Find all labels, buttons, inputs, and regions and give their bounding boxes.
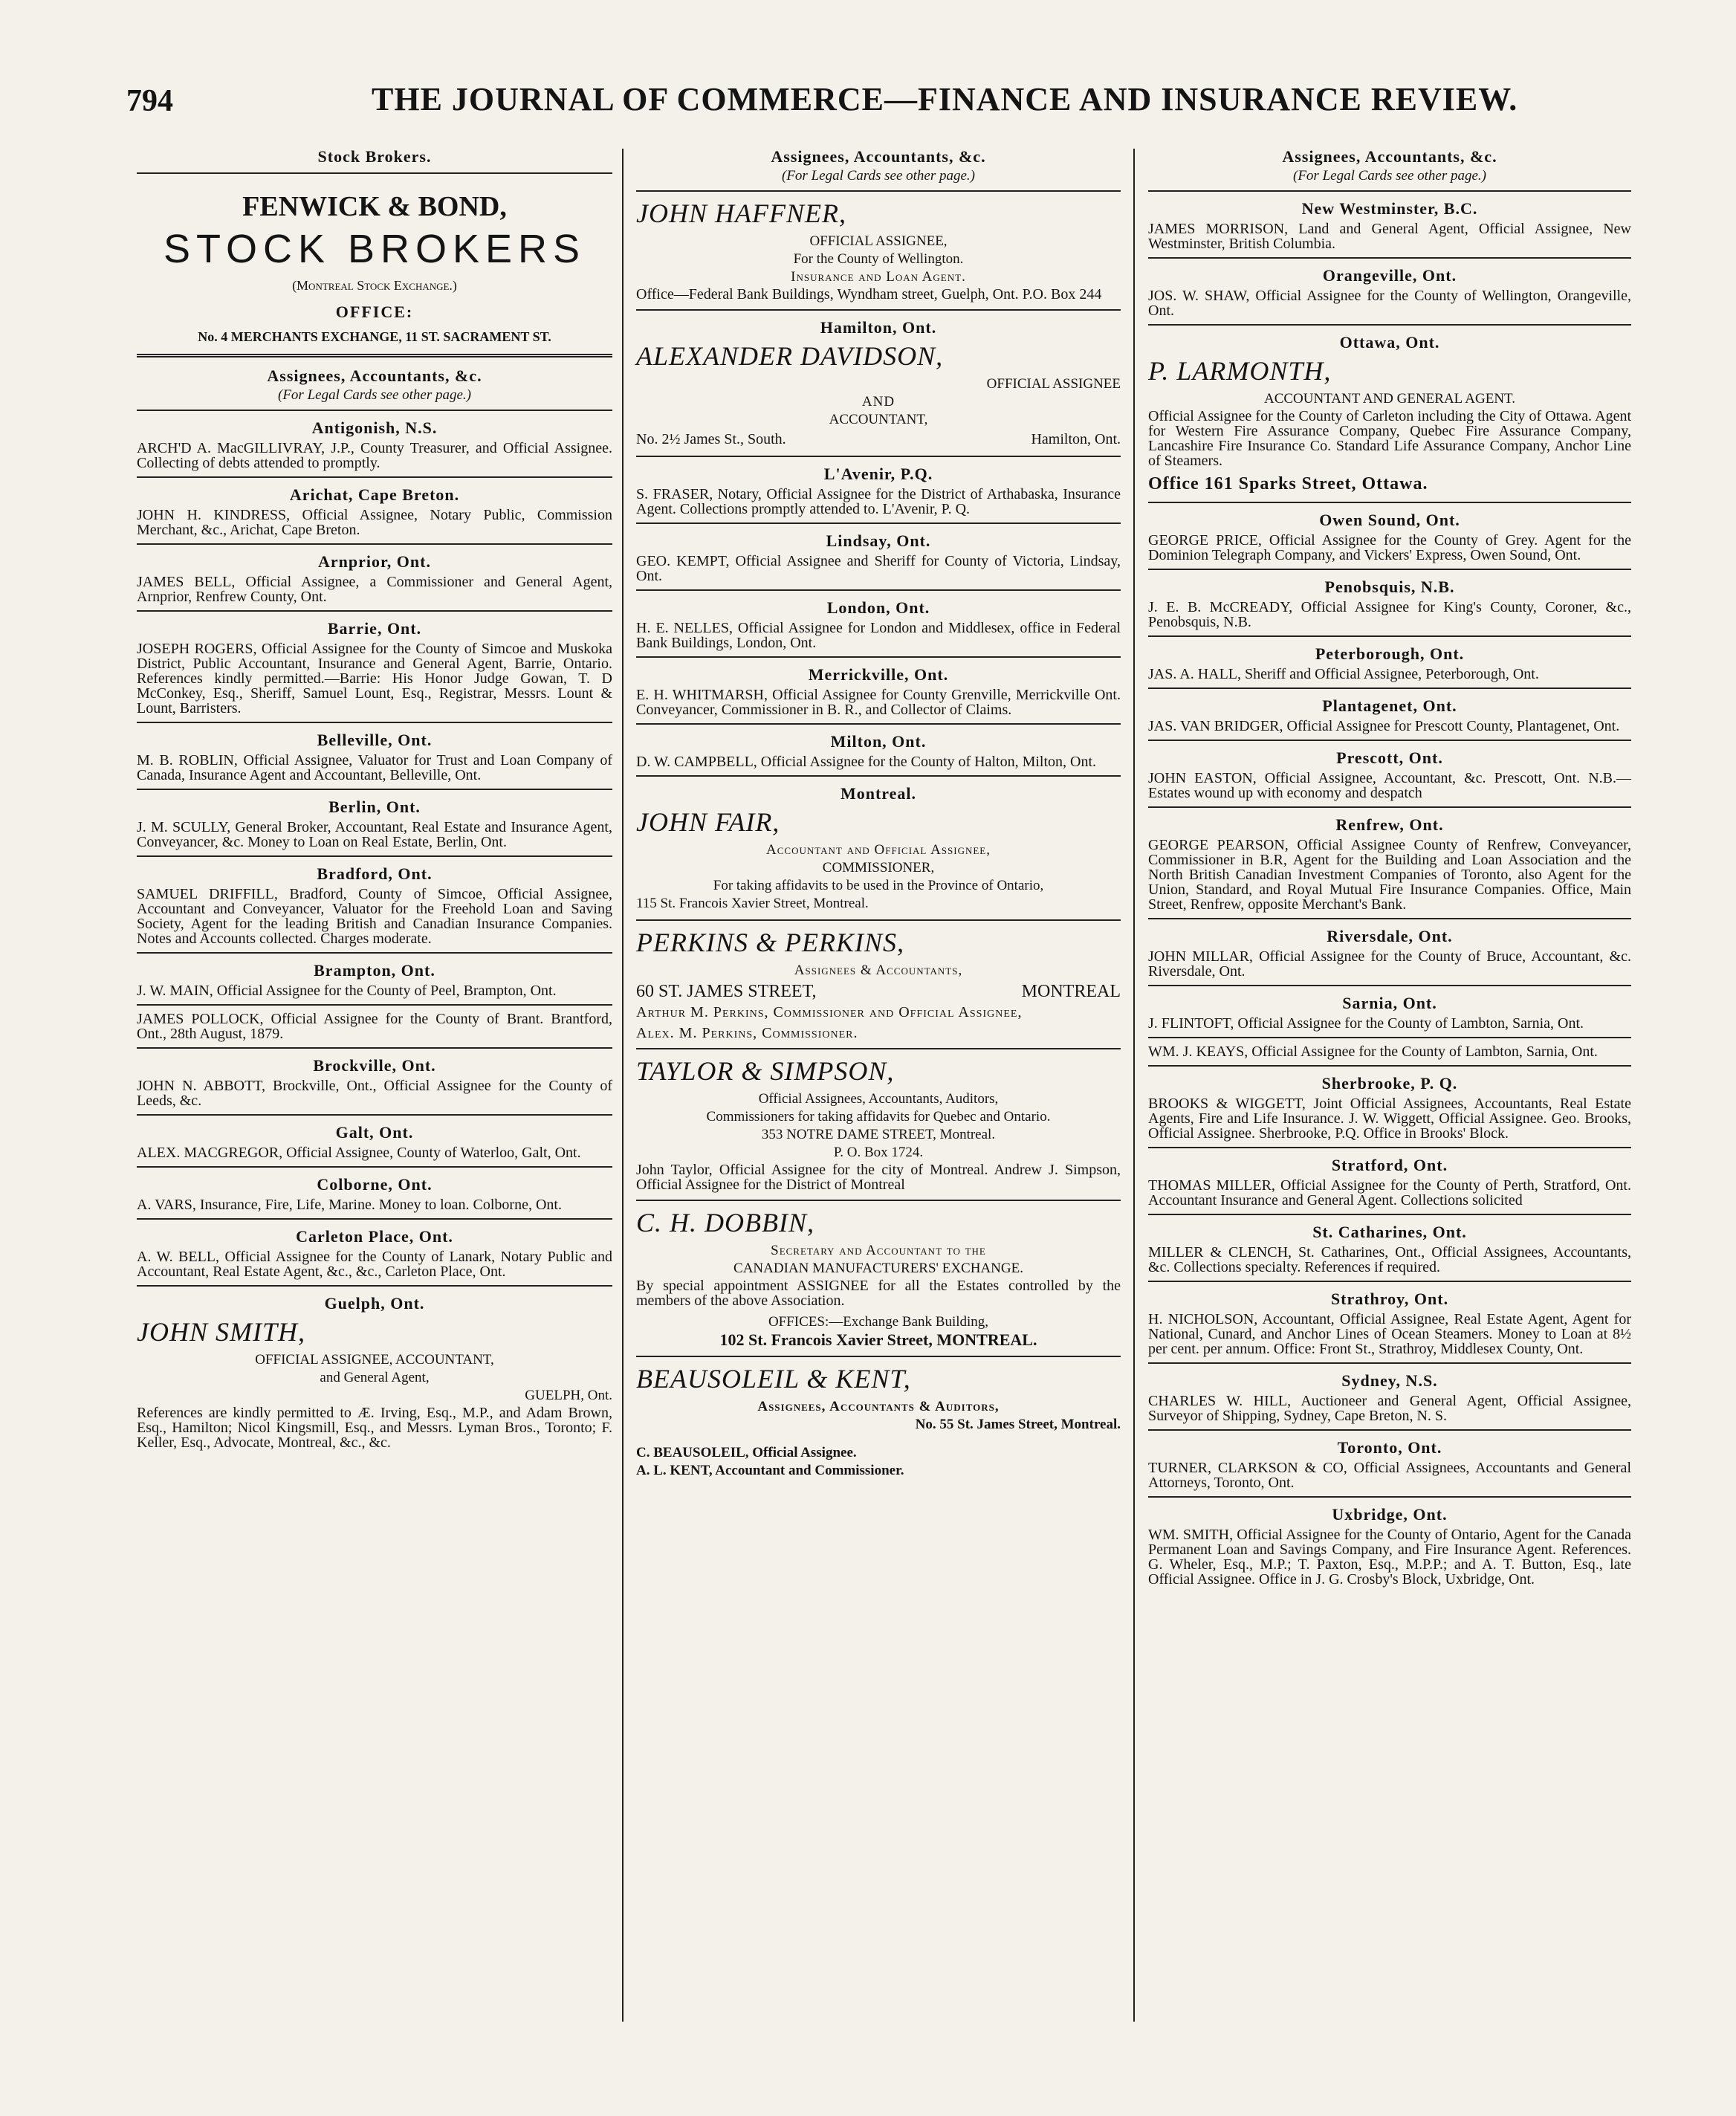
divider xyxy=(137,610,612,612)
card-county: For the County of Wellington. xyxy=(793,251,964,267)
card-name: P. LARMONTH, xyxy=(1148,356,1332,386)
entry-text: H. NICHOLSON, Accountant, Official Assignee, Real Estate Agent, Agent for National, Cunard, and Anchor Lines of Ocean Steamers. Money to Loan at 8½ per cent. per annum. Office: Front St., Strathroy, Middlesex County, Ont. xyxy=(1148,1311,1631,1357)
card-partner: C. BEAUSOLEIL, Official Assignee. xyxy=(636,1445,857,1460)
divider xyxy=(1148,1037,1631,1038)
entry-text: JAS. VAN BRIDGER, Official Assignee for Prescott County, Plantagenet, Ont. xyxy=(1148,718,1620,734)
divider xyxy=(1148,1429,1631,1431)
entry-text: JOHN EASTON, Official Assignee, Accountant, &c. Prescott, Ont. N.B.—Estates wound up with economy and despatch xyxy=(1148,770,1631,801)
card-name: JOHN HAFFNER, xyxy=(636,198,846,228)
card-association: CANADIAN MANUFACTURERS' EXCHANGE. xyxy=(733,1261,1023,1276)
listing-entry xyxy=(1148,696,1631,734)
listing-entry xyxy=(1148,1156,1631,1208)
entry-text: GEORGE PEARSON, Official Assignee County of Renfrew, Conveyancer, Commissioner in B.R, Agent for the Building and Loan Association and the North British Canadian Investment Companies of Toronto, also Agent for the Union, Standard, and Royal Mutual Fire Insurance Companies. Office, Main Street, Renfrew, opposite Merchant's Bank. xyxy=(1148,837,1631,913)
john-smith-card xyxy=(137,1294,612,1450)
card-box: P. O. Box 1724. xyxy=(833,1145,924,1160)
card-name: TAYLOR & SIMPSON, xyxy=(636,1056,895,1086)
listing-entry xyxy=(137,731,612,783)
listing-entry xyxy=(137,418,612,470)
entry-text: GEORGE PRICE, Official Assignee for the County of Grey. Agent for the Dominion Telegraph Company, and Vickers' Express, Owen Sound, Ont. xyxy=(1148,532,1631,563)
listing-entry xyxy=(137,1056,612,1108)
entry-text: JAMES POLLOCK, Official Assignee for the County of Brant. Brantford, Ont., 28th August, 1879. xyxy=(137,1011,612,1042)
entry-place: Arichat, Cape Breton. xyxy=(289,485,460,504)
divider xyxy=(636,1048,1121,1049)
page-number: 794 xyxy=(126,84,173,118)
section-note: (For Legal Cards see other page.) xyxy=(782,168,975,184)
card-title: Assignees, Accountants & Auditors, xyxy=(757,1399,1000,1414)
card-partner: Alex. M. Perkins, Commissioner. xyxy=(636,1025,858,1041)
divider xyxy=(137,952,612,954)
divider xyxy=(1148,257,1631,259)
listing-entry xyxy=(1148,1505,1631,1587)
divider xyxy=(1148,806,1631,808)
entry-text: CHARLES W. HILL, Auctioneer and General Agent, Official Assignee, Surveyor of Shipping, Sydney, Cape Breton, N. S. xyxy=(1148,1393,1631,1424)
card-agent: Insurance and Loan Agent. xyxy=(791,269,966,285)
card-name: JOHN FAIR, xyxy=(636,807,780,837)
card-offices: OFFICES:—Exchange Bank Building, xyxy=(768,1314,989,1330)
entry-text: J. E. B. McCREADY, Official Assignee for King's County, Coroner, &c., Penobsquis, N.B. xyxy=(1148,599,1631,630)
entry-place: Lindsay, Ont. xyxy=(826,531,931,550)
entry-place: Guelph, Ont. xyxy=(324,1294,425,1313)
card-address: 353 NOTRE DAME STREET, Montreal. xyxy=(761,1127,996,1142)
address-left: 60 ST. JAMES STREET, xyxy=(636,982,817,1001)
card-address xyxy=(636,982,1121,1002)
card-title: OFFICIAL ASSIGNEE xyxy=(986,376,1121,392)
entry-text: WM. SMITH, Official Assignee for the County of Ontario, Agent for the Canada Permanent Loan and Savings Company, and Fire Insurance Agent. References. G. Wheler, Esq., M.P.; T. Paxton, Esq., M.P.P.; and A. T. Button, Esq., late Official Assignee. Office in J. G. Crosby's Block, Uxbridge, Ont. xyxy=(1148,1527,1631,1588)
stock-brokers-heading: Stock Brokers. xyxy=(317,147,432,166)
journal-title: THE JOURNAL OF COMMERCE—FINANCE AND INSURANCE REVIEW. xyxy=(372,81,1518,117)
entry-text: GEO. KEMPT, Official Assignee and Sheriff for County of Victoria, Lindsay, Ont. xyxy=(636,553,1121,584)
entry-place: Orangeville, Ont. xyxy=(1322,266,1457,285)
listing-entry xyxy=(1148,1044,1631,1059)
divider xyxy=(137,1166,612,1168)
divider xyxy=(636,656,1121,658)
entry-text: J. M. SCULLY, General Broker, Accountant, Real Estate and Insurance Agent, Conveyancer, &c. Money to Loan on Real Estate, Berlin, Ont. xyxy=(137,819,612,850)
entry-place: London, Ont. xyxy=(826,598,930,617)
listing-entry xyxy=(1148,927,1631,979)
card-text: Official Assignee for the County of Carleton including the City of Ottawa. Agent for Western Fire Assurance Company, Quebec Fire Assurance Company, Lancashire Fire Insurance Co. Standard Life Assurance Company, Anchor Line of Steamers. xyxy=(1148,408,1631,469)
taylor-simpson-card xyxy=(636,1055,1121,1192)
entry-place: Belleville, Ont. xyxy=(317,731,433,749)
divider xyxy=(137,855,612,857)
divider xyxy=(1148,1065,1631,1067)
entry-text: JOSEPH ROGERS, Official Assignee for the County of Simcoe and Muskoka District, Public Accountant, Insurance and General Agent, Barrie, Ontario. References kindly permitted.—Barrie: His Honor Judge Gowan, T. D McConkey, Esq., Sheriff, Samuel Lount, Esq., Registrar, Messrs. Lount & Lount, Barristers. xyxy=(137,641,612,716)
entry-place: Hamilton, Ont. xyxy=(820,318,937,337)
card-note: John Taylor, Official Assignee for the city of Montreal. Andrew J. Simpson, Official Assignee for the District of Montreal xyxy=(636,1162,1121,1193)
address-left: No. 2½ James St., South. xyxy=(636,431,786,447)
divider xyxy=(636,589,1121,591)
listing-entry xyxy=(636,465,1121,517)
entry-place: Colborne, Ont. xyxy=(317,1175,433,1194)
divider xyxy=(137,1285,612,1287)
listing-entry xyxy=(1148,994,1631,1031)
card-name: C. H. DOBBIN, xyxy=(636,1208,814,1237)
divider xyxy=(1148,1281,1631,1282)
section-note: (For Legal Cards see other page.) xyxy=(1293,168,1486,184)
entry-text: J. FLINTOFT, Official Assignee for the County of Lambton, Sarnia, Ont. xyxy=(1148,1015,1584,1032)
listing-entry xyxy=(1148,1438,1631,1490)
entry-place: Galt, Ont. xyxy=(335,1123,414,1142)
card-name: JOHN SMITH, xyxy=(137,1317,305,1347)
fenwick-bond-name: FENWICK & BOND, xyxy=(242,191,507,222)
listing-entry xyxy=(137,864,612,946)
divider xyxy=(1148,1147,1631,1148)
divider xyxy=(137,410,612,411)
listing-entry xyxy=(636,598,1121,650)
entry-place: Stratford, Ont. xyxy=(1331,1156,1448,1174)
entry-text: H. E. NELLES, Official Assignee for London and Middlesex, office in Federal Bank Buildings, London, Ont. xyxy=(636,620,1121,651)
divider xyxy=(1148,985,1631,986)
divider xyxy=(1148,190,1631,192)
entry-text: S. FRASER, Notary, Official Assignee for the District of Arthabaska, Insurance Agent. Collections promptly attended to. L'Avenir, P. Q. xyxy=(636,486,1121,517)
entry-place: Sherbrooke, P. Q. xyxy=(1321,1074,1458,1093)
listing-entry xyxy=(1148,748,1631,800)
divider xyxy=(1148,687,1631,689)
entry-place: L'Avenir, P.Q. xyxy=(823,465,933,483)
entry-text: JAMES BELL, Official Assignee, a Commissioner and General Agent, Arnprior, Renfrew County, Ont. xyxy=(137,574,612,605)
divider xyxy=(1148,740,1631,741)
entry-text: BROOKS & WIGGETT, Joint Official Assignees, Accountants, Real Estate Agents, Fire and Life Insurance. J. W. Wiggett, Official Assignee. Geo. Brooks, Official Assignee. Sherbrooke, P.Q. Office in Brooks' Block. xyxy=(1148,1096,1631,1142)
divider xyxy=(1148,918,1631,919)
listing-entry xyxy=(1148,511,1631,563)
entry-place: Toronto, Ont. xyxy=(1337,1438,1442,1457)
entry-place: Arnprior, Ont. xyxy=(318,552,431,571)
listing-entry xyxy=(1148,1223,1631,1275)
listing-entry xyxy=(636,531,1121,583)
card-partner: Arthur M. Perkins, Commissioner and Official Assignee, xyxy=(636,1004,1023,1020)
divider xyxy=(636,190,1121,192)
divider xyxy=(636,522,1121,524)
entry-place: Plantagenet, Ont. xyxy=(1322,696,1457,715)
section-note: (For Legal Cards see other page.) xyxy=(278,387,471,403)
entry-text: JOHN H. KINDRESS, Official Assignee, Notary Public, Commission Merchant, &c., Arichat, Cape Breton. xyxy=(137,507,612,538)
larmonth-card xyxy=(1148,333,1631,494)
entry-place: Montreal. xyxy=(840,784,917,803)
card-partner: A. L. KENT, Accountant and Commissioner. xyxy=(636,1463,904,1478)
entry-text: ARCH'D A. MacGILLIVRAY, J.P., County Treasurer, and Official Assignee. Collecting of debts attended to promptly. xyxy=(137,440,612,471)
divider xyxy=(137,1218,612,1220)
listing-entry xyxy=(1148,1290,1631,1356)
card-title: OFFICIAL ASSIGNEE, xyxy=(809,233,948,249)
card-subtitle: and General Agent, xyxy=(320,1370,430,1385)
divider xyxy=(1148,1496,1631,1498)
entry-text: TURNER, CLARKSON & CO, Official Assignees, Accountants and General Attorneys, Toronto, Ont. xyxy=(1148,1460,1631,1491)
listing-entry xyxy=(636,665,1121,717)
divider xyxy=(1148,324,1631,326)
listing-entry xyxy=(137,485,612,537)
listing-entry xyxy=(636,732,1121,769)
card-name: BEAUSOLEIL & KENT, xyxy=(636,1364,911,1394)
entry-place: Riversdale, Ont. xyxy=(1327,927,1453,945)
entry-place: Owen Sound, Ont. xyxy=(1319,511,1460,529)
john-fair-card xyxy=(636,784,1121,912)
listing-entry xyxy=(137,1012,612,1041)
entry-text: SAMUEL DRIFFILL, Bradford, County of Simcoe, Official Assignee, Accountant and Conveyancer, Valuator for the Freehold Loan and Saving Society, Agent for the leading British and Canadian Insurance Companies. Notes and Accounts collected. Charges moderate. xyxy=(137,886,612,947)
listing-entry xyxy=(137,552,612,604)
entry-place: Brampton, Ont. xyxy=(314,961,435,980)
divider xyxy=(137,476,612,478)
divider xyxy=(137,1047,612,1049)
divider xyxy=(636,456,1121,457)
divider xyxy=(137,789,612,790)
entry-place: Sarnia, Ont. xyxy=(1342,994,1437,1012)
entry-text: JAMES MORRISON, Land and General Agent, Official Assignee, New Westminster, British Columbia. xyxy=(1148,221,1631,252)
card-title: Official Assignees, Accountants, Auditors, xyxy=(758,1091,999,1107)
card-commissioners: Commissioners for taking affidavits for Quebec and Ontario. xyxy=(706,1109,1051,1125)
beausoleil-kent-card xyxy=(636,1363,1121,1479)
card-title: Accountant and Official Assignee, xyxy=(766,842,991,858)
card-title: ACCOUNTANT AND GENERAL AGENT. xyxy=(1263,391,1515,407)
card-address: No. 55 St. James Street, Montreal. xyxy=(915,1417,1121,1432)
entry-text: JOS. W. SHAW, Official Assignee for the County of Wellington, Orangeville, Ont. xyxy=(1148,288,1631,319)
fenwick-bond-subtitle: STOCK BROKERS xyxy=(163,227,586,271)
card-accountant: ACCOUNTANT, xyxy=(829,412,928,427)
entry-place: Brockville, Ont. xyxy=(313,1056,436,1075)
entry-text: M. B. ROBLIN, Official Assignee, Valuator for Trust and Loan Company of Canada, Insurance Agent and Accountant, Belleville, Ont. xyxy=(137,752,612,783)
entry-place: Barrie, Ont. xyxy=(327,619,422,638)
listing-entry xyxy=(1148,815,1631,912)
card-references: References are kindly permitted to Æ. Irving, Esq., M.P., and Adam Brown, Esq., Hamilton; Nicol Kingsmill, Esq., and Messrs. Lyman Bros., Toronto; F. Keller, Esq., Advocate, Montreal, &c., &c. xyxy=(137,1405,612,1451)
card-name: ALEXANDER DAVIDSON, xyxy=(636,341,944,371)
john-haffner-card xyxy=(636,198,1121,302)
listing-entry xyxy=(137,1175,612,1212)
listing-entry xyxy=(1148,266,1631,318)
card-title: Secretary and Accountant to the xyxy=(771,1243,986,1258)
divider xyxy=(636,309,1121,311)
listing-entry xyxy=(1148,1074,1631,1141)
entry-place: Peterborough, Ont. xyxy=(1315,644,1465,663)
fenwick-bond-office-label: OFFICE: xyxy=(335,302,414,321)
column-middle xyxy=(636,147,1121,1486)
entry-place: Prescott, Ont. xyxy=(1336,748,1443,767)
listing-entry xyxy=(1148,199,1631,251)
entry-text: E. H. WHITMARSH, Official Assignee for County Grenville, Merrickville Ont. Conveyancer, Commissioner in B. R., and Collector of Claims. xyxy=(636,687,1121,718)
entry-place: Sydney, N.S. xyxy=(1341,1371,1438,1390)
card-street: 102 St. Francois Xavier Street, MONTREAL. xyxy=(719,1330,1037,1349)
alexander-davidson-card xyxy=(636,318,1121,448)
entry-place: Uxbridge, Ont. xyxy=(1332,1505,1448,1524)
listing-entry xyxy=(1148,1371,1631,1423)
address-right: MONTREAL xyxy=(1021,982,1121,1001)
entry-text: ALEX. MACGREGOR, Official Assignee, County of Waterloo, Galt, Ont. xyxy=(137,1145,581,1161)
divider xyxy=(636,1200,1121,1201)
entry-place: Berlin, Ont. xyxy=(328,797,421,816)
divider xyxy=(1148,635,1631,637)
card-commissioner: COMMISSIONER, xyxy=(822,860,935,876)
entry-place: St. Catharines, Ont. xyxy=(1312,1223,1467,1241)
column-left xyxy=(137,147,612,1457)
card-title: OFFICIAL ASSIGNEE, ACCOUNTANT, xyxy=(255,1352,494,1368)
entry-place: Renfrew, Ont. xyxy=(1335,815,1444,834)
column-right xyxy=(1148,147,1631,1593)
divider xyxy=(1148,1214,1631,1215)
divider xyxy=(137,543,612,545)
divider xyxy=(137,1114,612,1116)
card-title: Assignees & Accountants, xyxy=(794,962,963,978)
divider xyxy=(137,722,612,723)
section-heading: Assignees, Accountants, &c. xyxy=(1282,147,1497,166)
column-divider xyxy=(622,149,624,2022)
listing-entry xyxy=(1148,577,1631,630)
entry-text: THOMAS MILLER, Official Assignee for the County of Perth, Stratford, Ont. Accountant Insurance and General Agent. Collections solicited xyxy=(1148,1177,1631,1209)
entry-place: Ottawa, Ont. xyxy=(1339,333,1440,352)
divider xyxy=(1148,1362,1631,1364)
fenwick-bond-address: No. 4 MERCHANTS EXCHANGE, 11 ST. SACRAMENT ST. xyxy=(198,329,551,344)
entry-text: JOHN N. ABBOTT, Brockville, Ont., Official Assignee for the County of Leeds, &c. xyxy=(137,1078,612,1109)
card-affidavits: For taking affidavits to be used in the Province of Ontario, xyxy=(713,878,1044,893)
listing-entry xyxy=(137,797,612,850)
entry-place: Bradford, Ont. xyxy=(317,864,433,883)
entry-text: WM. J. KEAYS, Official Assignee for the County of Lambton, Sarnia, Ont. xyxy=(1148,1044,1598,1060)
entry-text: JOHN MILLAR, Official Assignee for the County of Bruce, Accountant, &c. Riversdale, Ont. xyxy=(1148,948,1631,980)
card-office: Office 161 Sparks Street, Ottawa. xyxy=(1148,474,1428,494)
entry-text: D. W. CAMPBELL, Official Assignee for the County of Halton, Milton, Ont. xyxy=(636,754,1097,770)
card-city: GUELPH, Ont. xyxy=(525,1388,612,1403)
entry-place: Merrickville, Ont. xyxy=(808,665,949,684)
entry-text: MILLER & CLENCH, St. Catharines, Ont., Official Assignees, Accountants, &c. Collections specialty. References if required. xyxy=(1148,1244,1631,1275)
running-head xyxy=(126,80,1635,125)
perkins-card xyxy=(636,927,1121,1041)
entry-place: Antigonish, N.S. xyxy=(311,418,438,437)
card-and: AND xyxy=(861,394,895,410)
entry-text: J. W. MAIN, Official Assignee for the County of Peel, Brampton, Ont. xyxy=(137,983,557,999)
divider xyxy=(636,1356,1121,1357)
column-divider xyxy=(1133,149,1135,2022)
entry-place: Strathroy, Ont. xyxy=(1330,1290,1449,1308)
divider xyxy=(636,723,1121,725)
divider xyxy=(137,172,612,174)
entry-text: A. W. BELL, Official Assignee for the County of Lanark, Notary Public and Accountant, Real Estate Agent, &c., &c., Carleton Place, Ont. xyxy=(137,1249,612,1280)
divider xyxy=(1148,502,1631,503)
divider xyxy=(1148,569,1631,570)
section-heading: Assignees, Accountants, &c. xyxy=(267,366,482,385)
card-address xyxy=(636,431,1121,448)
divider xyxy=(636,775,1121,777)
card-name: PERKINS & PERKINS, xyxy=(636,928,904,957)
entry-place: Milton, Ont. xyxy=(830,732,927,751)
card-address: 115 St. Francois Xavier Street, Montreal. xyxy=(636,896,869,911)
entry-place: Penobsquis, N.B. xyxy=(1324,577,1455,596)
entry-place: New Westminster, B.C. xyxy=(1301,199,1478,218)
listing-entry xyxy=(137,619,612,716)
entry-text: A. VARS, Insurance, Fire, Life, Marine. Money to loan. Colborne, Ont. xyxy=(137,1197,562,1213)
dobbin-card xyxy=(636,1207,1121,1348)
listing-entry xyxy=(137,1123,612,1160)
listing-entry xyxy=(1148,644,1631,682)
divider xyxy=(636,919,1121,921)
section-heading: Assignees, Accountants, &c. xyxy=(771,147,986,166)
address-right: Hamilton, Ont. xyxy=(1031,431,1121,447)
divider xyxy=(137,354,612,357)
card-office: Office—Federal Bank Buildings, Wyndham street, Guelph, Ont. P.O. Box 244 xyxy=(636,286,1102,302)
fenwick-bond-exchange: (Montreal Stock Exchange.) xyxy=(292,278,457,293)
divider xyxy=(137,1004,612,1006)
card-appointment: By special appointment ASSIGNEE for all the Estates controlled by the members of the above Association. xyxy=(636,1278,1121,1309)
listing-entry xyxy=(137,1227,612,1279)
entry-place: Carleton Place, Ont. xyxy=(296,1227,453,1246)
entry-text: JAS. A. HALL, Sheriff and Official Assignee, Peterborough, Ont. xyxy=(1148,666,1539,682)
listing-entry xyxy=(137,961,612,998)
